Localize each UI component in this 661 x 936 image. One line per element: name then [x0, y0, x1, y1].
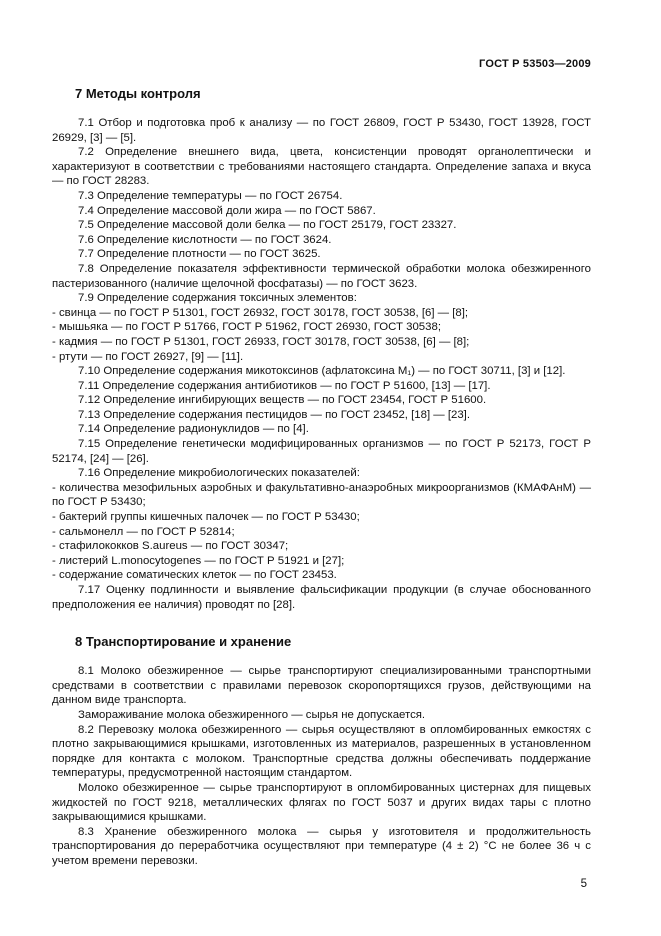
section-8-heading: 8 Транспортирование и хранение: [75, 634, 292, 650]
list-item-salmonella: - сальмонелл — по ГОСТ Р 52814;: [52, 525, 235, 538]
paragraph-7-11: 7.11 Определение содержания антибиотиков — по ГОСТ Р 51600, [13] — [17].: [78, 379, 491, 392]
list-item-mercury: - ртути — по ГОСТ 26927, [9] — [11].: [52, 350, 244, 363]
paragraph-7-8: 7.8 Определение показателя эффективности термической обработки молока обезжиренного пастеризованного (наличие щелочной фосфатазы) — по ГОСТ 3623.: [52, 262, 591, 290]
paragraph-7-3: 7.3 Определение температуры — по ГОСТ 26754.: [78, 189, 343, 202]
section-8-body: [52, 664, 591, 868]
paragraph-8-2-cont: Молоко обезжиренное — сырье транспортируют в опломбированных цистернах для пищевых жидкостей по ГОСТ 9218, металлических флягах по ГОСТ 5037 и других видах тары с плотно закрывающимися крышками.: [52, 781, 591, 824]
page-number: 5: [580, 878, 587, 890]
paragraph-7-13: 7.13 Определение содержания пестицидов — по ГОСТ 23452, [18] — [23].: [78, 408, 471, 421]
paragraph-7-7: 7.7 Определение плотности — по ГОСТ 3625.: [78, 248, 321, 261]
doc-number: ГОСТ Р 53503—2009: [479, 58, 591, 70]
paragraph-8-1: 8.1 Молоко обезжиренное — сырье транспортируют специализированными транспортными средствами в соответствии с правилами перевозок скоропортящихся грузов, действующими на данном виде транспорта.: [52, 665, 591, 707]
list-item-coliform: - бактерий группы кишечных палочек — по ГОСТ Р 53430;: [52, 511, 360, 524]
paragraph-7-10: 7.10 Определение содержания микотоксинов (афлатоксина M₁) — по ГОСТ 30711, [3] и [12].: [78, 365, 566, 378]
paragraph-7-15: 7.15 Определение генетически модифицированных организмов — по ГОСТ Р 52173, ГОСТ Р 52174, [24] — [26].: [52, 438, 591, 465]
section-transport-storage: [52, 634, 591, 868]
list-item-arsenic: - мышьяка — по ГОСТ Р 51766, ГОСТ Р 51962, ГОСТ 26930, ГОСТ 30538;: [52, 321, 441, 334]
paragraph-7-17: 7.17 Оценку подлинности и выявление фальсификации продукции (в случае обоснованного предположения ее наличия) проводят по [28].: [52, 584, 591, 611]
section-7-body: [52, 116, 591, 612]
paragraph-7-12: 7.12 Определение ингибирующих веществ — по ГОСТ 23454, ГОСТ Р 51600.: [78, 394, 487, 407]
list-item-listeria: - листерий L.monocytogenes — по ГОСТ Р 51921 и [27];: [52, 554, 345, 567]
paragraph-7-6: 7.6 Определение кислотности — по ГОСТ 3624.: [78, 233, 332, 246]
paragraph-7-1: 7.1 Отбор и подготовка проб к анализу — по ГОСТ 26809, ГОСТ Р 53430, ГОСТ 13928, ГОСТ 26929, [3] — [5].: [52, 117, 591, 144]
section-methods-of-control: [52, 86, 591, 612]
list-item-cadmium: - кадмия — по ГОСТ Р 51301, ГОСТ 26933, ГОСТ 30178, ГОСТ 30538, [6] — [8];: [52, 335, 470, 348]
section-7-heading: 7 Методы контроля: [75, 86, 201, 101]
paragraph-8-2: 8.2 Перевозку молока обезжиренного — сырья осуществляют в опломбированных емкостях с плотно закрывающимися крышками, изготовленных из материалов, разрешенных в установленном порядке для контакта с молоком. Транспортные средства должны обеспечивать поддержание температуры, предусмотренной настоящим стандартом.: [52, 723, 591, 780]
paragraph-7-2: 7.2 Определение внешнего вида, цвета, консистенции проводят органолептически и характеризуют в соответствии с требованиями настоящего стандарта. Определение запаха и вкуса — по ГОСТ 28283.: [52, 146, 591, 188]
paragraph-7-5: 7.5 Определение массовой доли белка — по ГОСТ 25179, ГОСТ 23327.: [78, 219, 457, 232]
paragraph-8-1-note: Замораживание молока обезжиренного — сырья не допускается.: [78, 708, 426, 721]
list-item-kmafanm: - количества мезофильных аэробных и факультативно-анаэробных микроорганизмов (КМАФАнМ) — по ГОСТ Р 53430;: [52, 481, 591, 509]
paragraph-7-4: 7.4 Определение массовой доли жира — по ГОСТ 5867.: [78, 204, 376, 217]
paragraph-7-9: 7.9 Определение содержания токсичных элементов:: [78, 292, 357, 305]
list-item-somatic: - содержание соматических клеток — по ГОСТ 23453.: [52, 569, 337, 582]
list-item-lead: - свинца — по ГОСТ Р 51301, ГОСТ 26932, ГОСТ 30178, ГОСТ 30538, [6] — [8];: [52, 306, 469, 319]
paragraph-7-14: 7.14 Определение радионуклидов — по [4].: [78, 423, 309, 436]
list-item-staph: - стафилококков S.aureus — по ГОСТ 30347;: [52, 540, 289, 553]
paragraph-7-16: 7.16 Определение микробиологических показателей:: [78, 467, 360, 480]
paragraph-8-3: 8.3 Хранение обезжиренного молока — сырья у изготовителя и продолжительность транспортирования до переработчика осуществляют при температуре (4 ± 2) °С не более 36 ч с учетом времени перевозки.: [52, 825, 591, 867]
